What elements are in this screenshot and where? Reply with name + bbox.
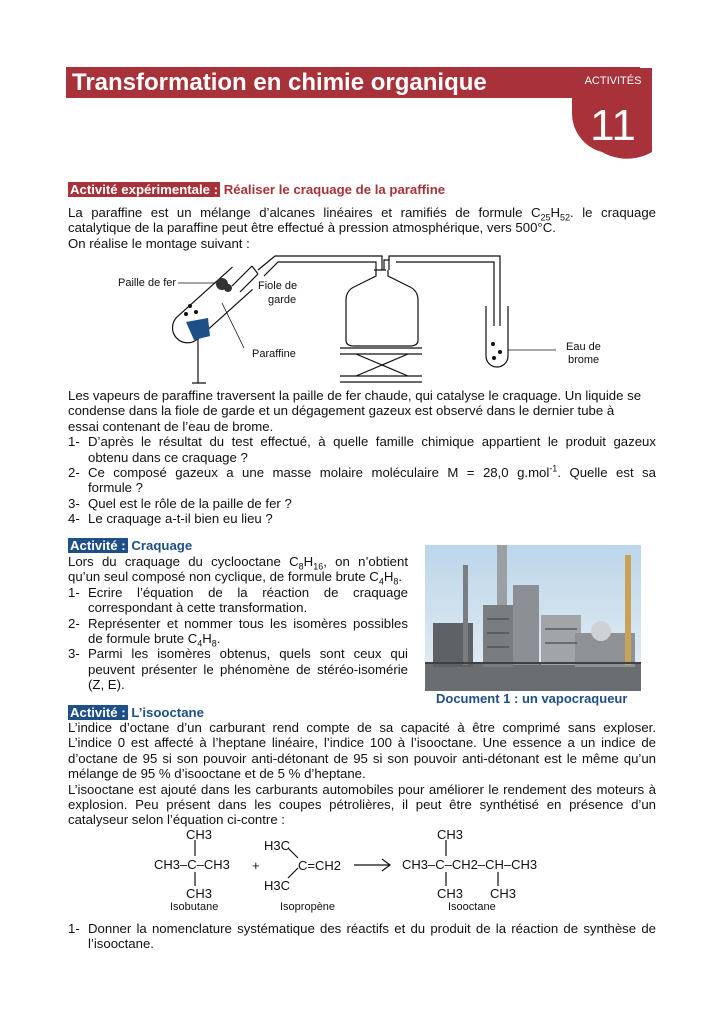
label-paraffine: Paraffine [252,348,296,360]
isooctane-bottom-1: CH3 [437,886,464,901]
activity2-tag: Activité : [70,538,126,553]
name-isooctane: Isooctane [448,901,496,913]
name-isobutane: Isobutane [170,901,219,913]
refinery-photo [425,545,641,691]
cracking-apparatus-diagram [160,248,560,390]
isooctane-top: CH3 [437,827,464,842]
question-2: 2- Ce composé gazeux a une masse molaire moléculaire M = 28,0 g.mol$^{-1}$. Quelle est sa formule ? [68,463,656,496]
activity3-questions [68,921,656,952]
isobutane-top: CH3 [186,827,213,842]
label-fiole-1: Fiole de [258,280,298,292]
activity2-title: Craquage [131,538,193,553]
reaction-bonds [150,838,570,890]
isobutane-main: CH3–C–CH3 [154,857,230,872]
question-3: 3- Parmi les isomères obtenus, quels sont ceux qui peuvent présenter le phénomène de stéréo-isomérie (Z, E). [68,646,408,693]
isopropene-top: H3C [264,838,291,853]
activity3-heading [68,705,204,720]
text-line: Les vapeurs de paraffine traversent la paille de fer chaude, qui catalyse le craquage. Un liquide se [68,388,642,403]
label-fiole-2: garde [268,294,297,306]
activity1-heading [68,182,445,197]
activity1-title: Réaliser le craquage de la paraffine [223,182,446,197]
question-1: 1- Ecrire l’équation de la réaction de craquage correspondant à cette transformation. [68,584,408,616]
question-1: 1- Donner la nomenclature systématique des réactifs et du produit de la réaction de synthèse de l’isooctane. [68,921,656,952]
activity3-tag: Activité : [70,705,126,720]
activity2-heading [68,538,192,553]
label-paille: Paille de fer [118,277,177,289]
question-3: 3- Quel est le rôle de la paille de fer ? [68,495,292,511]
intro-line: catalytique de la paraffine peut être effectué à pression atmosphérique, vers 500°C. [68,220,556,236]
badge-number: 11 [590,101,636,150]
label-eau-1: Eau de [566,341,601,353]
document-caption: Document 1 : un vapocraqueur [436,691,628,706]
activity1-tag: Activité expérimentale : [70,182,219,197]
isopropene-bottom: H3C [264,878,291,893]
isobutane-bottom: CH3 [186,886,213,901]
intro-line: On réalise le montage suivant : [68,235,250,251]
text-line: essai contenant de l’eau de brome. [68,418,274,434]
activity1-text [68,388,656,527]
name-isopropene: Isopropène [280,901,336,913]
question-4: 4- Le craquage a-t-il bien eu lieu ? [68,511,273,527]
activity3-title: L’isooctane [131,705,204,720]
text-line: condense dans la fiole de garde et un dégagement gazeux est observé dans le dernier tube à [68,403,615,419]
label-eau-2: brome [568,354,600,366]
isooctane-bottom-2: CH3 [490,886,517,901]
isooctane-main: CH3–C–CH2–CH–CH3 [402,857,538,872]
badge-label: ACTIVITÉS [584,75,642,87]
page-title: Transformation en chimie organique [72,69,487,96]
activity3-text: L’indice d’octane d’un carburant rend compte de sa capacité à être comprimé sans exploser. L’indice 0 est affecté à l’heptane linéaire, l’indice 100 à l’isooctane. Une essence a un indice de d’octane de 95 si son pouvoir anti-détonant de 95 si son pouvoir anti-détonant est le même qu’un mélange de 95 % d’isooctane et de 5 % d’heptane. L’isooctane est ajouté dans les carburants automobiles pour améliorer le rendement des moteurs à explosion. Peu présent dans les coupes pétrolières, il peut être synthétisé en présence d’un catalyseur selon l’équation ci-contre : [68,720,656,828]
intro-line: La paraffine est un mélange d’alcanes linéaires et ramifiés de formule $C_{25}H_{52}$. le craquage [68,205,657,223]
question-1: 1- D’après le résultat du test effectué, à quelle famille chimique appartient le produit gazeux obtenu dans ce craquage ? [68,434,656,465]
activity2-text: Lors du craquage du cyclooctane $C_8H_{16}$, on n’obtient qu’un seul composé non cyclique, de formule brute $C_4H_8$. 1- Ecrire l’équation de la réaction de craquage correspondant à cette transformation. 2- Représenter et nommer tous les isomères possibles de formule brute $C_4H_8$. 3- Parmi les isomères obtenus, quels sont ceux qui peuvent présenter le phénomène de stéréo-isomérie (Z, E). [68,554,408,693]
isopropene-main: C=CH2 [298,858,341,873]
activity1-intro [68,205,656,251]
plus-sign: + [252,858,260,873]
question-2: 2- Représenter et nommer tous les isomères possibles de formule brute $C_4H_8$. [68,615,408,649]
